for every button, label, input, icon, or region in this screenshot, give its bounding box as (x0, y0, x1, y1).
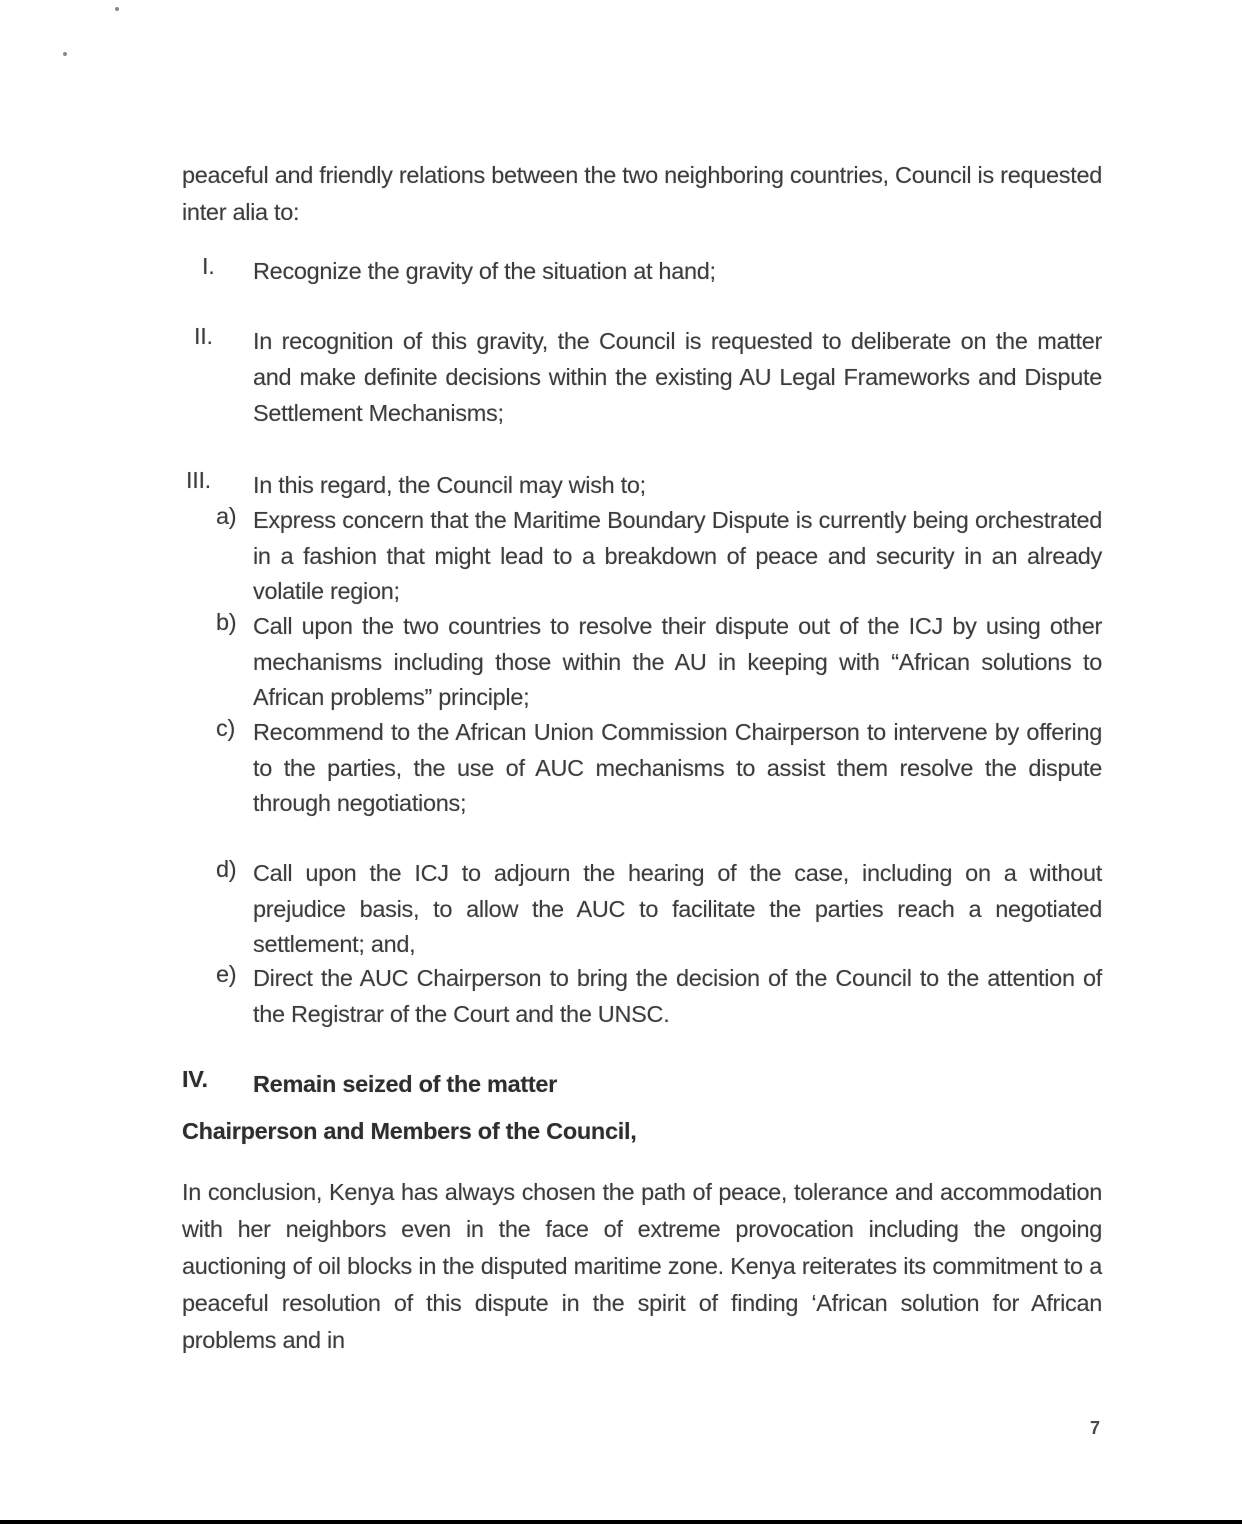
salutation-heading: Chairperson and Members of the Council, (182, 1118, 637, 1144)
item-numeral: III. (186, 467, 211, 493)
requests-list (182, 0, 1102, 1100)
conclusion-paragraph: In conclusion, Kenya has always chosen the path of peace, tolerance and accommodation with her neighbors even in the face of extreme provocation including the ongoing auctioning of oil blocks in the disputed maritime zone. Kenya reiterates its commitment to a peaceful resolution of this dispute in the spirit of finding ‘African solution for African problems and in (182, 1179, 1102, 1353)
bottom-border (0, 1520, 1242, 1524)
subitem-label: b) (216, 609, 237, 635)
subitem-label: c) (216, 715, 235, 741)
subitem-text: Express concern that the Maritime Boundary Dispute is currently being orchestrated in a fashion that might lead to a breakdown of peace and security in an already volatile region; (253, 507, 1102, 604)
subitem-text: Call upon the two countries to resolve their dispute out of the ICJ by using other mechanisms including those within the AU in keeping with “African solutions to African problems” principle; (253, 613, 1102, 710)
item-text: In recognition of this gravity, the Council is requested to deliberate on the matter and make definite decisions within the existing AU Legal Frameworks and Dispute Settlement Mechanisms; (253, 328, 1102, 426)
intro-paragraph: peaceful and friendly relations between the two neighboring countries, Council is requested inter alia to: (182, 162, 1102, 225)
subitem-label: e) (216, 961, 237, 987)
item-text: In this regard, the Council may wish to; (253, 472, 646, 498)
subitem-label: d) (216, 856, 237, 882)
item-numeral: II. (194, 323, 213, 349)
item-numeral: IV. (182, 1066, 208, 1092)
scan-speck (115, 7, 119, 11)
item-numeral: I. (202, 253, 215, 279)
subitem-text: Call upon the ICJ to adjourn the hearing of the case, including on a without prejudice basis, to allow the AUC to facilitate the parties reach a negotiated settlement; and, (253, 860, 1102, 957)
scan-speck (63, 52, 67, 56)
item-text: Remain seized of the matter (253, 1071, 558, 1097)
subitem-text: Direct the AUC Chairperson to bring the decision of the Council to the attention of the Registrar of the Court and the UNSC. (253, 965, 1102, 1027)
subitem-label: a) (216, 503, 237, 529)
page-number: 7 (1090, 1418, 1101, 1438)
item-text: Recognize the gravity of the situation at hand; (253, 258, 716, 284)
subitem-text: Recommend to the African Union Commission Chairperson to intervene by offering to the parties, the use of AUC mechanisms to assist them resolve the dispute through negotiations; (253, 719, 1102, 816)
